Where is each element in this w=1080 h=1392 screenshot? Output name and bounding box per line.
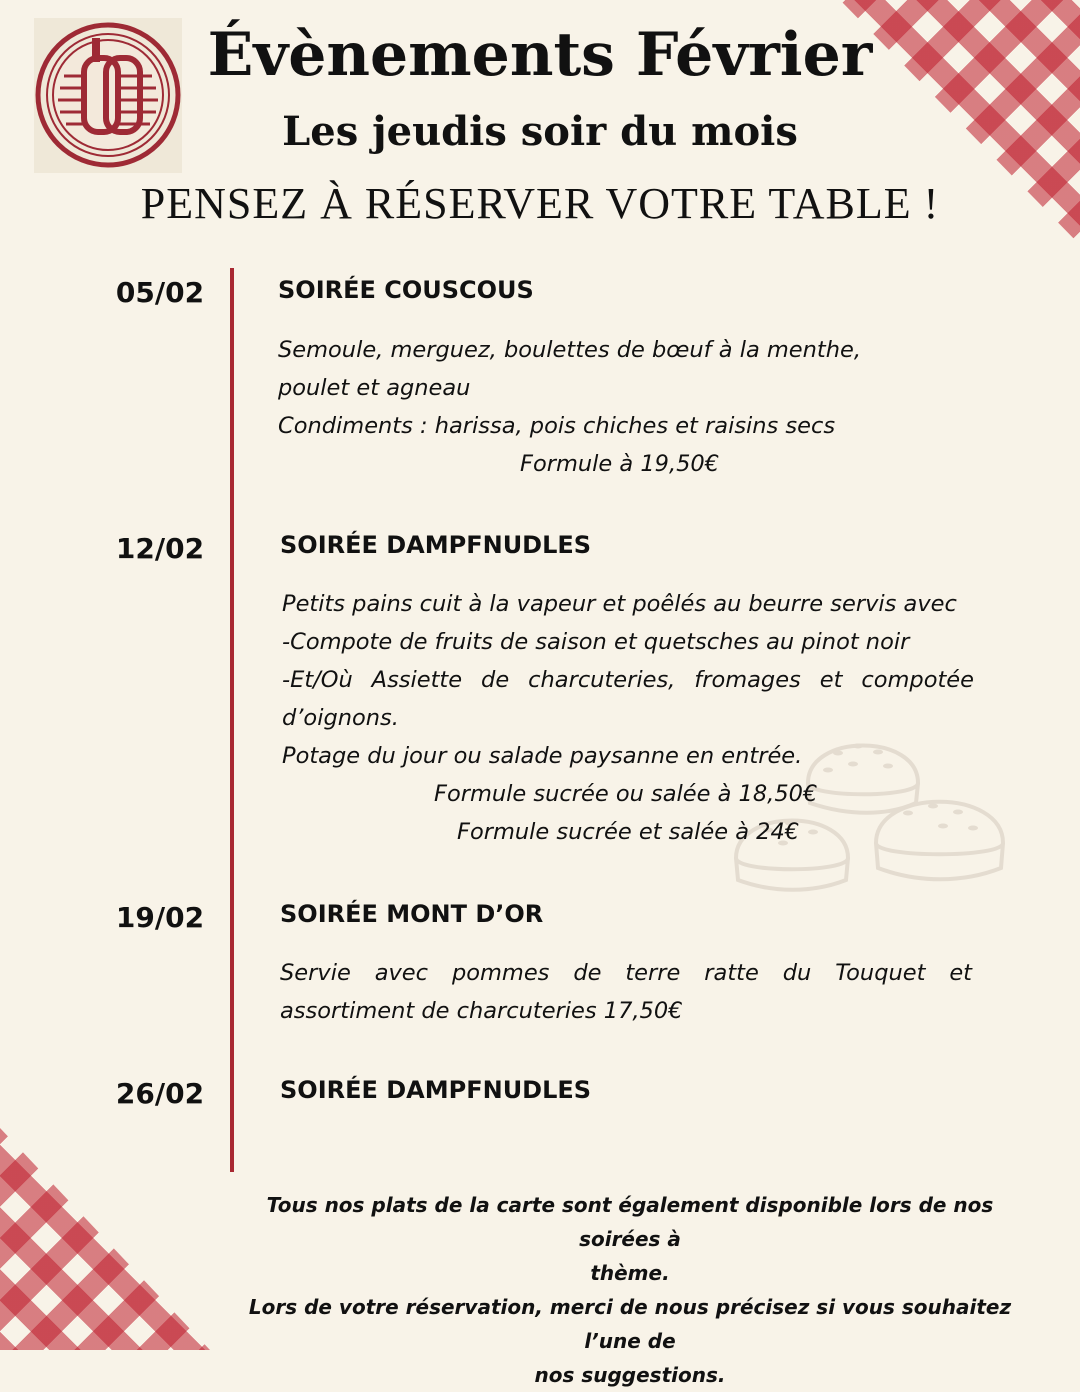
description-line: Potage du jour ou salade paysanne en entrée. bbox=[282, 743, 803, 769]
event-title: SOIRÉE COUSCOUS bbox=[278, 276, 534, 304]
page-title: Évènements Février bbox=[207, 20, 873, 90]
description-line: -Et/Où Assiette de charcuteries, fromages et compotée bbox=[282, 667, 974, 693]
description-line: Petits pains cuit à la vapeur et poêlés au beurre servis avec bbox=[282, 591, 957, 617]
description-line: assortiment de charcuteries 17,50€ bbox=[280, 998, 683, 1024]
description-line: -Compote de fruits de saison et quetsches au pinot noir bbox=[282, 629, 910, 655]
description-line: Servie avec pommes de terre ratte du Touquet et bbox=[280, 960, 972, 986]
event-title: SOIRÉE DAMPFNUDLES bbox=[280, 1076, 592, 1104]
event-description bbox=[280, 954, 972, 1030]
event-date: 05/02 bbox=[115, 276, 205, 309]
footer-line: thème. bbox=[590, 1261, 670, 1285]
description-line: d’oignons. bbox=[282, 705, 399, 731]
page-subtitle: Les jeudis soir du mois bbox=[282, 108, 798, 155]
description-line: Condiments : harissa, pois chiches et raisins secs bbox=[278, 413, 836, 439]
reservation-reminder: PENSEZ À RÉSERVER VOTRE TABLE ! bbox=[140, 179, 940, 228]
gingham-corner-bottom-left bbox=[0, 1128, 210, 1350]
event-date: 12/02 bbox=[115, 532, 205, 565]
event-price: Formule à 19,50€ bbox=[520, 451, 720, 477]
event-title: SOIRÉE MONT D’OR bbox=[280, 900, 544, 928]
event-date: 26/02 bbox=[115, 1077, 205, 1110]
footer-line: Lors de votre réservation, merci de nous précisez si vous souhaitez l’une de bbox=[248, 1295, 1012, 1353]
event-date: 19/02 bbox=[115, 901, 205, 934]
footer-note bbox=[240, 1188, 1020, 1392]
timeline-line bbox=[230, 268, 234, 1172]
event-description bbox=[278, 331, 878, 483]
description-line: Semoule, merguez, boulettes de bœuf à la menthe, bbox=[278, 337, 861, 363]
event-description bbox=[282, 585, 974, 851]
footer-line: nos suggestions. bbox=[534, 1363, 726, 1387]
event-price: Formule sucrée et salée à 24€ bbox=[457, 819, 800, 845]
description-line: poulet et agneau bbox=[278, 375, 471, 401]
footer-line: Tous nos plats de la carte sont également disponible lors de nos soirées à bbox=[266, 1193, 994, 1251]
event-title: SOIRÉE DAMPFNUDLES bbox=[280, 531, 592, 559]
event-price: Formule sucrée ou salée à 18,50€ bbox=[434, 781, 818, 807]
